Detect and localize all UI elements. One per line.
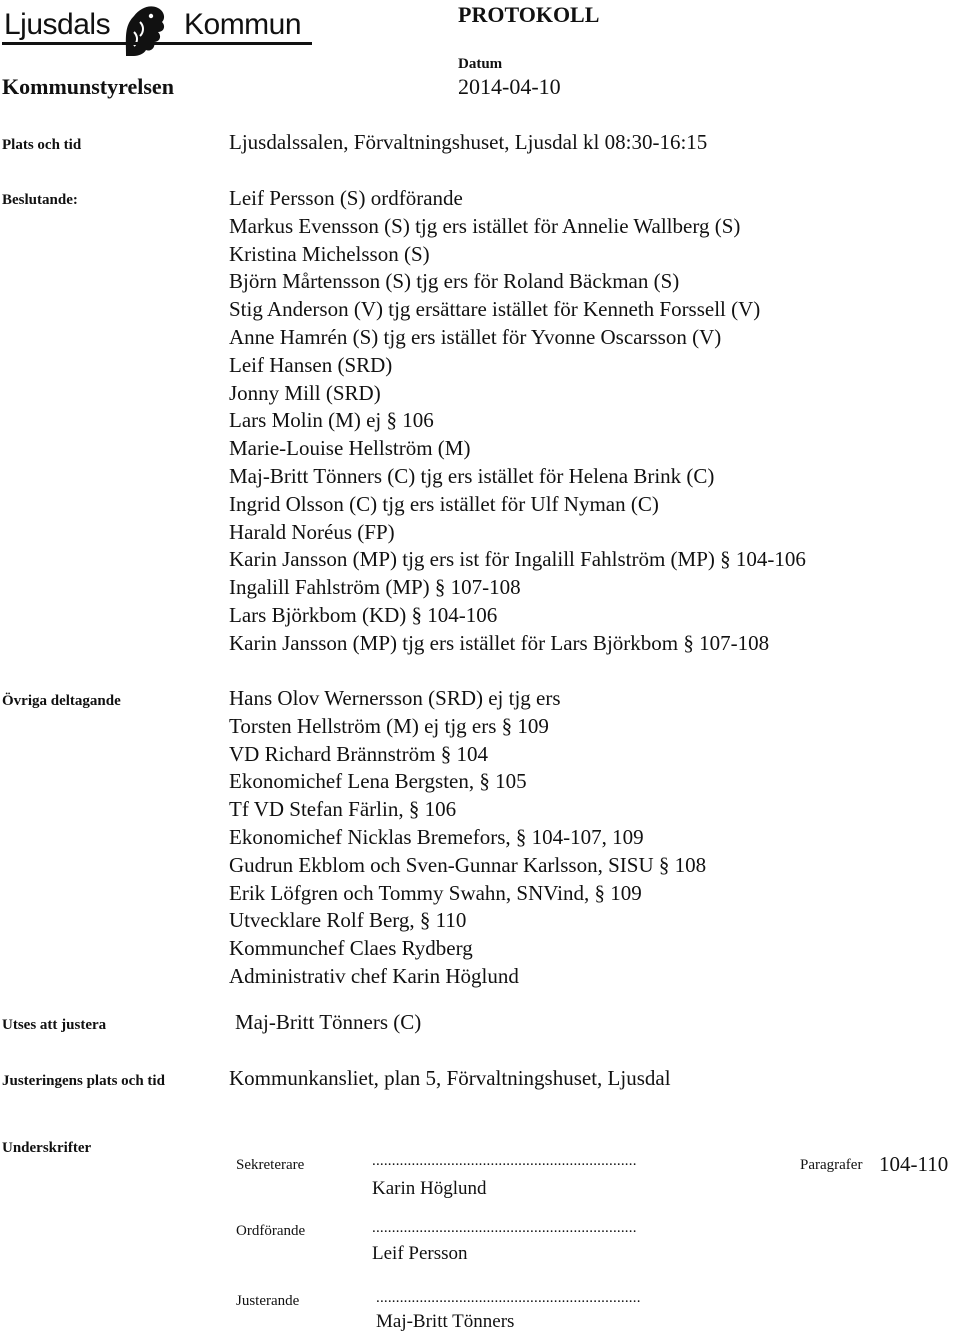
beslutande-label: Beslutande: [2, 192, 78, 208]
ovriga-list [229, 685, 706, 991]
date-label: Datum [458, 56, 503, 72]
list-item: Utvecklare Rolf Berg, § 110 [229, 908, 467, 933]
lion-emblem-icon [120, 2, 170, 58]
ovriga-label: Övriga deltagande [2, 693, 121, 709]
sekreterare-label: Sekreterare [236, 1157, 305, 1173]
list-item: VD Richard Brännström § 104 [229, 741, 488, 766]
list-item: Stig Anderson (V) tjg ersättare istället för Kenneth Forssell (V) [229, 297, 761, 322]
list-item: Gudrun Ekblom och Sven-Gunnar Karlsson, SISU § 108 [229, 852, 707, 877]
list-item: Administrativ chef Karin Höglund [229, 963, 519, 988]
list-item: Leif Persson (S) ordförande [229, 186, 463, 210]
list-item: Erik Löfgren och Tommy Swahn, SNVind, § 109 [229, 880, 642, 905]
paragrafer-label: Paragrafer [800, 1157, 863, 1173]
list-item: Karin Jansson (MP) tjg ers istället för Lars Björkbom § 107-108 [229, 630, 770, 655]
document-title: PROTOKOLL [458, 2, 600, 27]
justerande-signature-line: ................................................................... [376, 1290, 641, 1306]
list-item: Harald Noréus (FP) [229, 519, 395, 544]
utses-label: Utses att justera [2, 1017, 107, 1033]
list-item: Lars Molin (M) ej § 106 [229, 408, 434, 433]
sekreterare-name: Karin Höglund [372, 1178, 487, 1199]
municipality-logo [2, 2, 312, 58]
list-item: Ekonomichef Nicklas Bremefors, § 104-107, 109 [229, 824, 644, 849]
list-item: Ekonomichef Lena Bergsten, § 105 [229, 769, 527, 794]
list-item: Kommunchef Claes Rydberg [229, 936, 473, 961]
ordforande-name: Leif Persson [372, 1243, 468, 1264]
underskrifter-label: Underskrifter [2, 1140, 92, 1156]
sekreterare-signature-line: ................................................................... [372, 1153, 637, 1169]
justering-label: Justeringens plats och tid [2, 1073, 165, 1089]
list-item: Maj-Britt Tönners (C) tjg ers istället för Helena Brink (C) [229, 463, 715, 488]
list-item: Leif Hansen (SRD) [229, 352, 393, 377]
paragrafer-value: 104-110 [879, 1152, 949, 1176]
list-item: Ingalill Fahlström (MP) § 107-108 [229, 575, 521, 600]
list-item: Jonny Mill (SRD) [229, 380, 381, 405]
list-item: Kristina Michelsson (S) [229, 241, 430, 266]
logo-text-right: Kommun [184, 8, 302, 41]
organization-name: Kommunstyrelsen [2, 74, 174, 99]
list-item: Ingrid Olsson (C) tjg ers istället för Ulf Nyman (C) [229, 491, 659, 516]
list-item: Tf VD Stefan Färlin, § 106 [229, 797, 457, 822]
list-item: Marie-Louise Hellström (M) [229, 436, 471, 461]
logo-text-left: Ljusdals [4, 8, 111, 41]
justerande-name: Maj-Britt Tönners [376, 1311, 515, 1332]
logo-underline [2, 42, 312, 45]
list-item: Björn Mårtensson (S) tjg ers för Roland Bäckman (S) [229, 269, 680, 294]
justerande-label: Justerande [236, 1293, 300, 1309]
list-item: Hans Olov Wernersson (SRD) ej tjg ers [229, 686, 561, 710]
plats-label: Plats och tid [2, 137, 82, 153]
list-item: Karin Jansson (MP) tjg ers ist för Ingalill Fahlström (MP) § 104-106 [229, 547, 806, 572]
justering-value: Kommunkansliet, plan 5, Förvaltningshuset, Ljusdal [229, 1066, 671, 1090]
list-item: Lars Björkbom (KD) § 104-106 [229, 602, 498, 627]
list-item: Torsten Hellström (M) ej tjg ers § 109 [229, 713, 549, 738]
beslutande-list [229, 185, 806, 658]
list-item: Anne Hamrén (S) tjg ers istället för Yvonne Oscarsson (V) [229, 324, 722, 349]
list-item: Markus Evensson (S) tjg ers istället för Annelie Wallberg (S) [229, 213, 741, 238]
ordforande-label: Ordförande [236, 1223, 306, 1239]
plats-value: Ljusdalssalen, Förvaltningshuset, Ljusdal kl 08:30-16:15 [229, 130, 708, 154]
ordforande-signature-line: ................................................................... [372, 1220, 637, 1236]
utses-value: Maj-Britt Tönners (C) [235, 1010, 422, 1034]
document-date: 2014-04-10 [458, 74, 561, 99]
